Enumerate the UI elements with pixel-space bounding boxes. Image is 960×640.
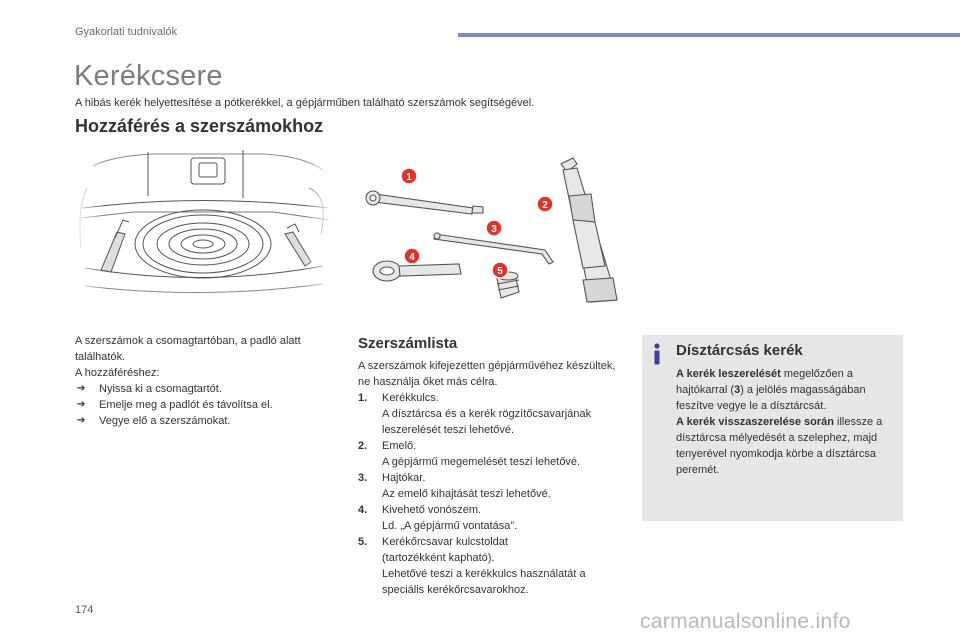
intro-text: A hibás kerék helyettesítése a pótkerékkel, a gépjárműben található szerszámok segítségével. bbox=[75, 97, 535, 109]
tool-list-heading: Szerszámlista bbox=[358, 335, 458, 352]
tool-list bbox=[358, 336, 626, 598]
arrow-bullet-icon: ➔ bbox=[77, 399, 86, 410]
trunk-illustration bbox=[73, 148, 335, 298]
info-body: A kerék leszerelését megelőzően a hajtókarral (3) a jelölés magasságában feszítve vegye le a dísztárcsát. A kerék visszaszerelése során illessze a dísztárcsa mélyedését a szelephez, majd tenyerével nyomkodja körbe a dísztárcsa peremét. bbox=[676, 368, 883, 476]
tool-list-intro: A szerszámok kifejezetten gépjárművéhez készültek, ne használja őket más célra. bbox=[358, 360, 616, 388]
callout-3-label: 3 bbox=[491, 224, 497, 235]
tool-item-1: 1. Kerékkulcs. A dísztárcsa és a kerék rögzítőcsavarjának leszerelését teszi lehetővé. bbox=[358, 392, 592, 436]
tool-item-5: 5. Kerékőrcsavar kulcstoldat (tartozékként kapható). Lehetővé teszi a kerékkulcs használatát a speciális kerékőrcsavarokhoz. bbox=[358, 536, 586, 596]
list-item: ➔ Emelje meg a padlót és távolítsa el. bbox=[77, 399, 273, 411]
callout-2-label: 2 bbox=[542, 200, 548, 211]
header-accent-bar bbox=[458, 33, 960, 37]
info-title: Dísztárcsás kerék bbox=[676, 342, 803, 359]
tool-item-4: 4. Kivehető vonószem. Ld. „A gépjármű vontatása”. bbox=[358, 504, 518, 532]
watermark: carmanualsonline.info bbox=[640, 610, 851, 633]
page-title: Kerékcsere bbox=[74, 60, 223, 92]
tools-illustration bbox=[355, 150, 635, 325]
arrow-bullet-icon: ➔ bbox=[77, 383, 86, 394]
arrow-bullet-icon: ➔ bbox=[77, 415, 86, 426]
callout-4-label: 4 bbox=[409, 252, 415, 263]
list-item: ➔ Nyissa ki a csomagtartót. bbox=[77, 383, 222, 395]
section-header: Gyakorlati tudnivalók bbox=[75, 26, 178, 38]
tool-item-2: 2. Emelő. A gépjármű megemelését teszi lehetővé. bbox=[358, 440, 581, 468]
section-heading: Hozzáférés a szerszámokhoz bbox=[75, 116, 324, 136]
callout-1-label: 1 bbox=[406, 172, 412, 183]
access-location-text: A szerszámok a csomagtartóban, a padló alatt találhatók. bbox=[75, 335, 301, 363]
info-icon bbox=[651, 343, 663, 365]
page-number: 174 bbox=[75, 604, 94, 616]
tool-callouts bbox=[401, 168, 553, 278]
callout-5-label: 5 bbox=[497, 266, 503, 277]
access-instructions bbox=[75, 333, 337, 429]
tool-item-3: 3. Hajtókar. Az emelő kihajtását teszi lehetővé. bbox=[358, 472, 551, 500]
list-item: ➔ Vegye elő a szerszámokat. bbox=[77, 415, 231, 427]
access-lead-text: A hozzáféréshez: bbox=[75, 367, 160, 379]
access-steps bbox=[75, 381, 337, 429]
